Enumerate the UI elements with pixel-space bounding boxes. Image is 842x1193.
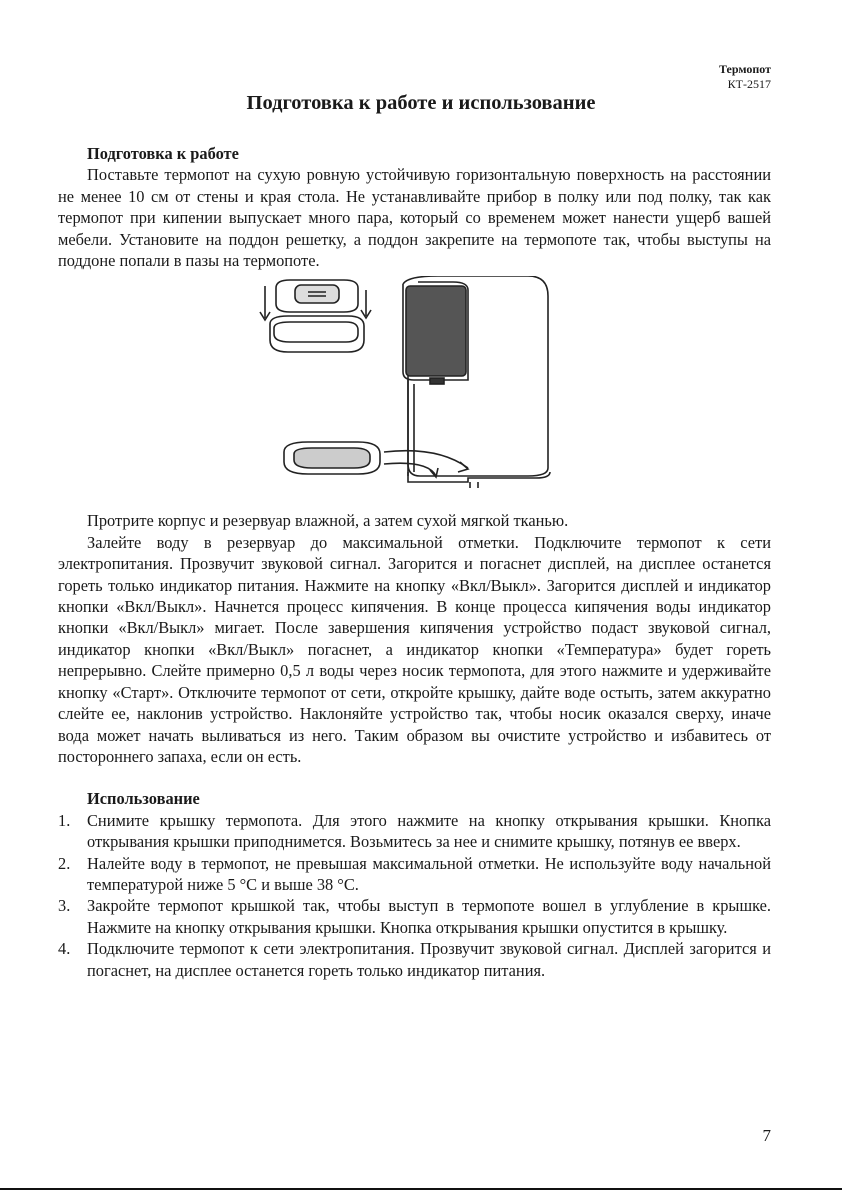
header-model: КТ-2517	[727, 77, 771, 91]
page-title: Подготовка к работе и использование	[246, 92, 596, 114]
usage-step	[58, 853, 771, 896]
step-text: Закройте термопот крышкой так, чтобы выступ в термопоте вошел в углубление в крышке. Нажмите на кнопку открывания крышки. Кнопка открывания крышки опустится в крышку.	[87, 896, 771, 937]
page-bottom-rule	[0, 1188, 842, 1190]
page-number: 7	[762, 1126, 771, 1145]
preparation-paragraph-3: Залейте воду в резервуар до максимальной отметки. Подключите термопот к сети электропитания. Прозвучит звуковой сигнал. Загорится и погаснет дисплей, на дисплее останется гореть только индикатор питания. Нажмите на кнопку «Вкл/Выкл». Загорится дисплей и индикатор кнопки «Вкл/Выкл». Начнется процесс кипячения. В конце процесса кипячения воды индикатор кнопки «Вкл/Выкл» мигает. После завершения кипячения устройство подаст звуковой сигнал, индикатор кнопки «Вкл/Выкл» погаснет, а индикатор кнопки «Температура» будет гореть непрерывно. Слейте примерно 0,5 л воды через носик термопота, для этого нажмите и удерживайте кнопку «Старт». Отключите термопот от сети, откройте крышку, дайте воде остыть, затем аккуратно слейте ее, наклонив устройство. Наклоняйте устройство так, чтобы носик оказался сверху, иначе вода может начать выливаться из него. Таким образом вы очистите устройство и избавитесь от постороннего запаха, если он есть.	[58, 532, 771, 766]
step-text: Налейте воду в термопот, не превышая максимальной отметки. Не используйте воду начальной температурой ниже 5 °С и выше 38 °С.	[87, 853, 771, 894]
step-text: Снимите крышку термопота. Для этого нажмите на кнопку открывания крышки. Кнопка открывания крышки приподнимется. Возьмитесь за нее и снимите крышку, потянув ее вверх.	[87, 810, 771, 852]
usage-step	[58, 938, 771, 981]
thermopot-assembly-drawing	[58, 276, 771, 504]
usage-step	[58, 895, 771, 938]
step-text: Подключите термопот к сети электропитания. Прозвучит звуковой сигнал. Дисплей загорится и погаснет, на дисплее останется гореть только индикатор питания.	[87, 939, 771, 980]
preparation-paragraph-1: Поставьте термопот на сухую ровную устойчивую горизонтальную поверхность на расстоянии не менее 10 см от стены и края стола. Не устанавливайте прибор в полку или под полку, так как термопот при кипении выпускает много пара, который со временем может нанести ущерб вашей мебели. Установите на поддон решетку, а поддон закрепите на термопоте так, чтобы выступы на поддоне попали в пазы на термопоте.	[58, 165, 771, 271]
section-spacer	[58, 767, 771, 788]
thermopot-base	[408, 472, 550, 482]
step-number: 1.	[58, 810, 71, 830]
usage-step	[58, 810, 771, 853]
insert-arrow-1	[384, 451, 468, 468]
usage-steps-list	[58, 810, 771, 981]
header-product: Термопот	[718, 62, 771, 76]
page-header	[719, 62, 771, 92]
lower-tray-grid	[294, 448, 370, 468]
thermopot-spout	[430, 378, 444, 384]
preparation-heading: Подготовка к работе	[87, 144, 239, 163]
installation-illustration	[58, 276, 771, 504]
insert-arrow-2	[384, 464, 436, 477]
preparation-paragraph-2: Протрите корпус и резервуар влажной, а затем сухой мягкой тканью.	[87, 511, 569, 531]
page-content	[58, 143, 771, 981]
thermopot-display	[406, 286, 466, 376]
drip-tray-inner	[274, 322, 358, 342]
step-number: 3.	[58, 896, 71, 916]
usage-heading: Использование	[87, 789, 200, 809]
step-number: 4.	[58, 939, 71, 959]
step-number: 2.	[58, 853, 71, 873]
grid-opening	[295, 285, 339, 303]
